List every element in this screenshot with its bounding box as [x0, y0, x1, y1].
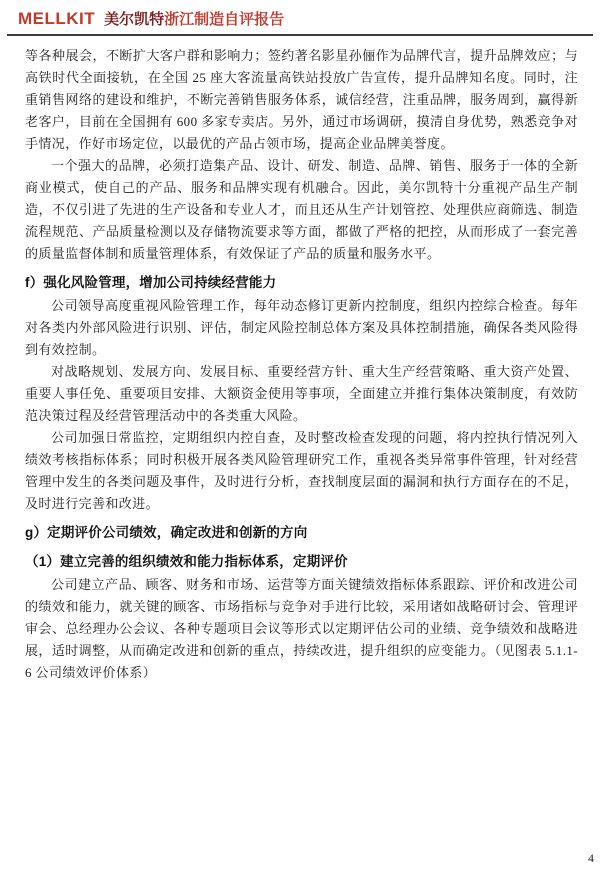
- document-body: [25, 45, 578, 684]
- paragraph-daily-monitoring: 公司加强日常监控，定期组织内控自查，及时整改检查发现的问题，将内控执行情况列入绩效考核指标体系；同时积极开展各类风险管理研究工作，重视各类异常事件管理，针对经营管理中发生的各类问题及事件，及时进行分析，查找制度层面的漏洞和执行方面存在的不足，及时进行完善和改进。: [25, 430, 578, 511]
- heading-1-kpi-system: （1）建立完善的组织绩效和能力指标体系，定期评价: [25, 554, 348, 569]
- header-report-title: 浙江制造自评报告: [164, 12, 285, 28]
- paragraph-risk-control: 公司领导高度重视风险管理工作，每年动态修订更新内控制度，组织内控综合检查。每年对各类内外部风险进行识别、评估，制定风险控制总体方案及具体控制措施，确保各类风险得到有效控制。: [25, 298, 578, 357]
- heading-f-risk-management: f）强化风险管理，增加公司持续经营能力: [25, 275, 277, 290]
- page-number: 4: [588, 851, 594, 865]
- paragraph-brand-promotion: 等各种展会，不断扩大客户群和影响力；签约著名影星孙俪作为品牌代言，提升品牌效应；与高铁时代全面接轨，在全国 25 座大客流量高铁站投放广告宣传，提升品牌知名度。同时，注重销售网络的建设和维护，不断完善销售服务体系，诚信经营，注重品牌，服务周到，赢得新老客户，目前在全国拥有 600 多家专卖店。另外，通过市场调研，摸清自身优势，熟悉竞争对手情况，作好市场定位，以最优的产品占领市场，提高企业品牌美誉度。: [25, 48, 578, 151]
- header-company-name: 美尔凯特: [104, 12, 165, 28]
- paragraph-brand-business-model: 一个强大的品牌，必须打造集产品、设计、研发、制造、品牌、销售、服务于一体的全新商业模式，使自己的产品、服务和品牌实现有机融合。因此，美尔凯特十分重视产品生产制造，不仅引进了先进的生产设备和专业人才，而且还从生产计划管控、处理供应商筛选、制造流程规范、产品质量检测以及存储物流要求等方面，都做了严格的把控，从而形成了一套完善的质量监督体制和质量管理体系，有效保证了产品的质量和服务水平。: [25, 158, 578, 261]
- paragraph-kpi-tracking: 公司建立产品、顾客、财务和市场、运营等方面关键绩效指标体系跟踪、评价和改进公司的绩效和能力，就关键的顾客、市场指标与竞争对手进行比较，采用诸如战略研讨会、管理评审会、总经理办公会议、各种专题项目会议等形式以定期评估公司的业绩、竞争绩效和战略进展，适时调整，从而确定改进和创新的重点，持续改进，提升组织的应变能力。（见图表 5.1.1-6 公司绩效评价体系）: [25, 577, 578, 680]
- paragraph-collective-decision: 对战略规划、发展方向、发展目标、重要经营方针、重大生产经营策略、重大资产处置、重要人事任免、重要项目安排、大额资金使用等事项，全面建立并推行集体决策制度，有效防范决策过程及经营管理活动中的各类重大风险。: [25, 364, 578, 423]
- mellkit-logo-text: MELLKIT: [18, 9, 96, 28]
- page-header: [7, 6, 593, 36]
- heading-g-performance-evaluation: g）定期评价公司绩效，确定改进和创新的方向: [25, 525, 308, 540]
